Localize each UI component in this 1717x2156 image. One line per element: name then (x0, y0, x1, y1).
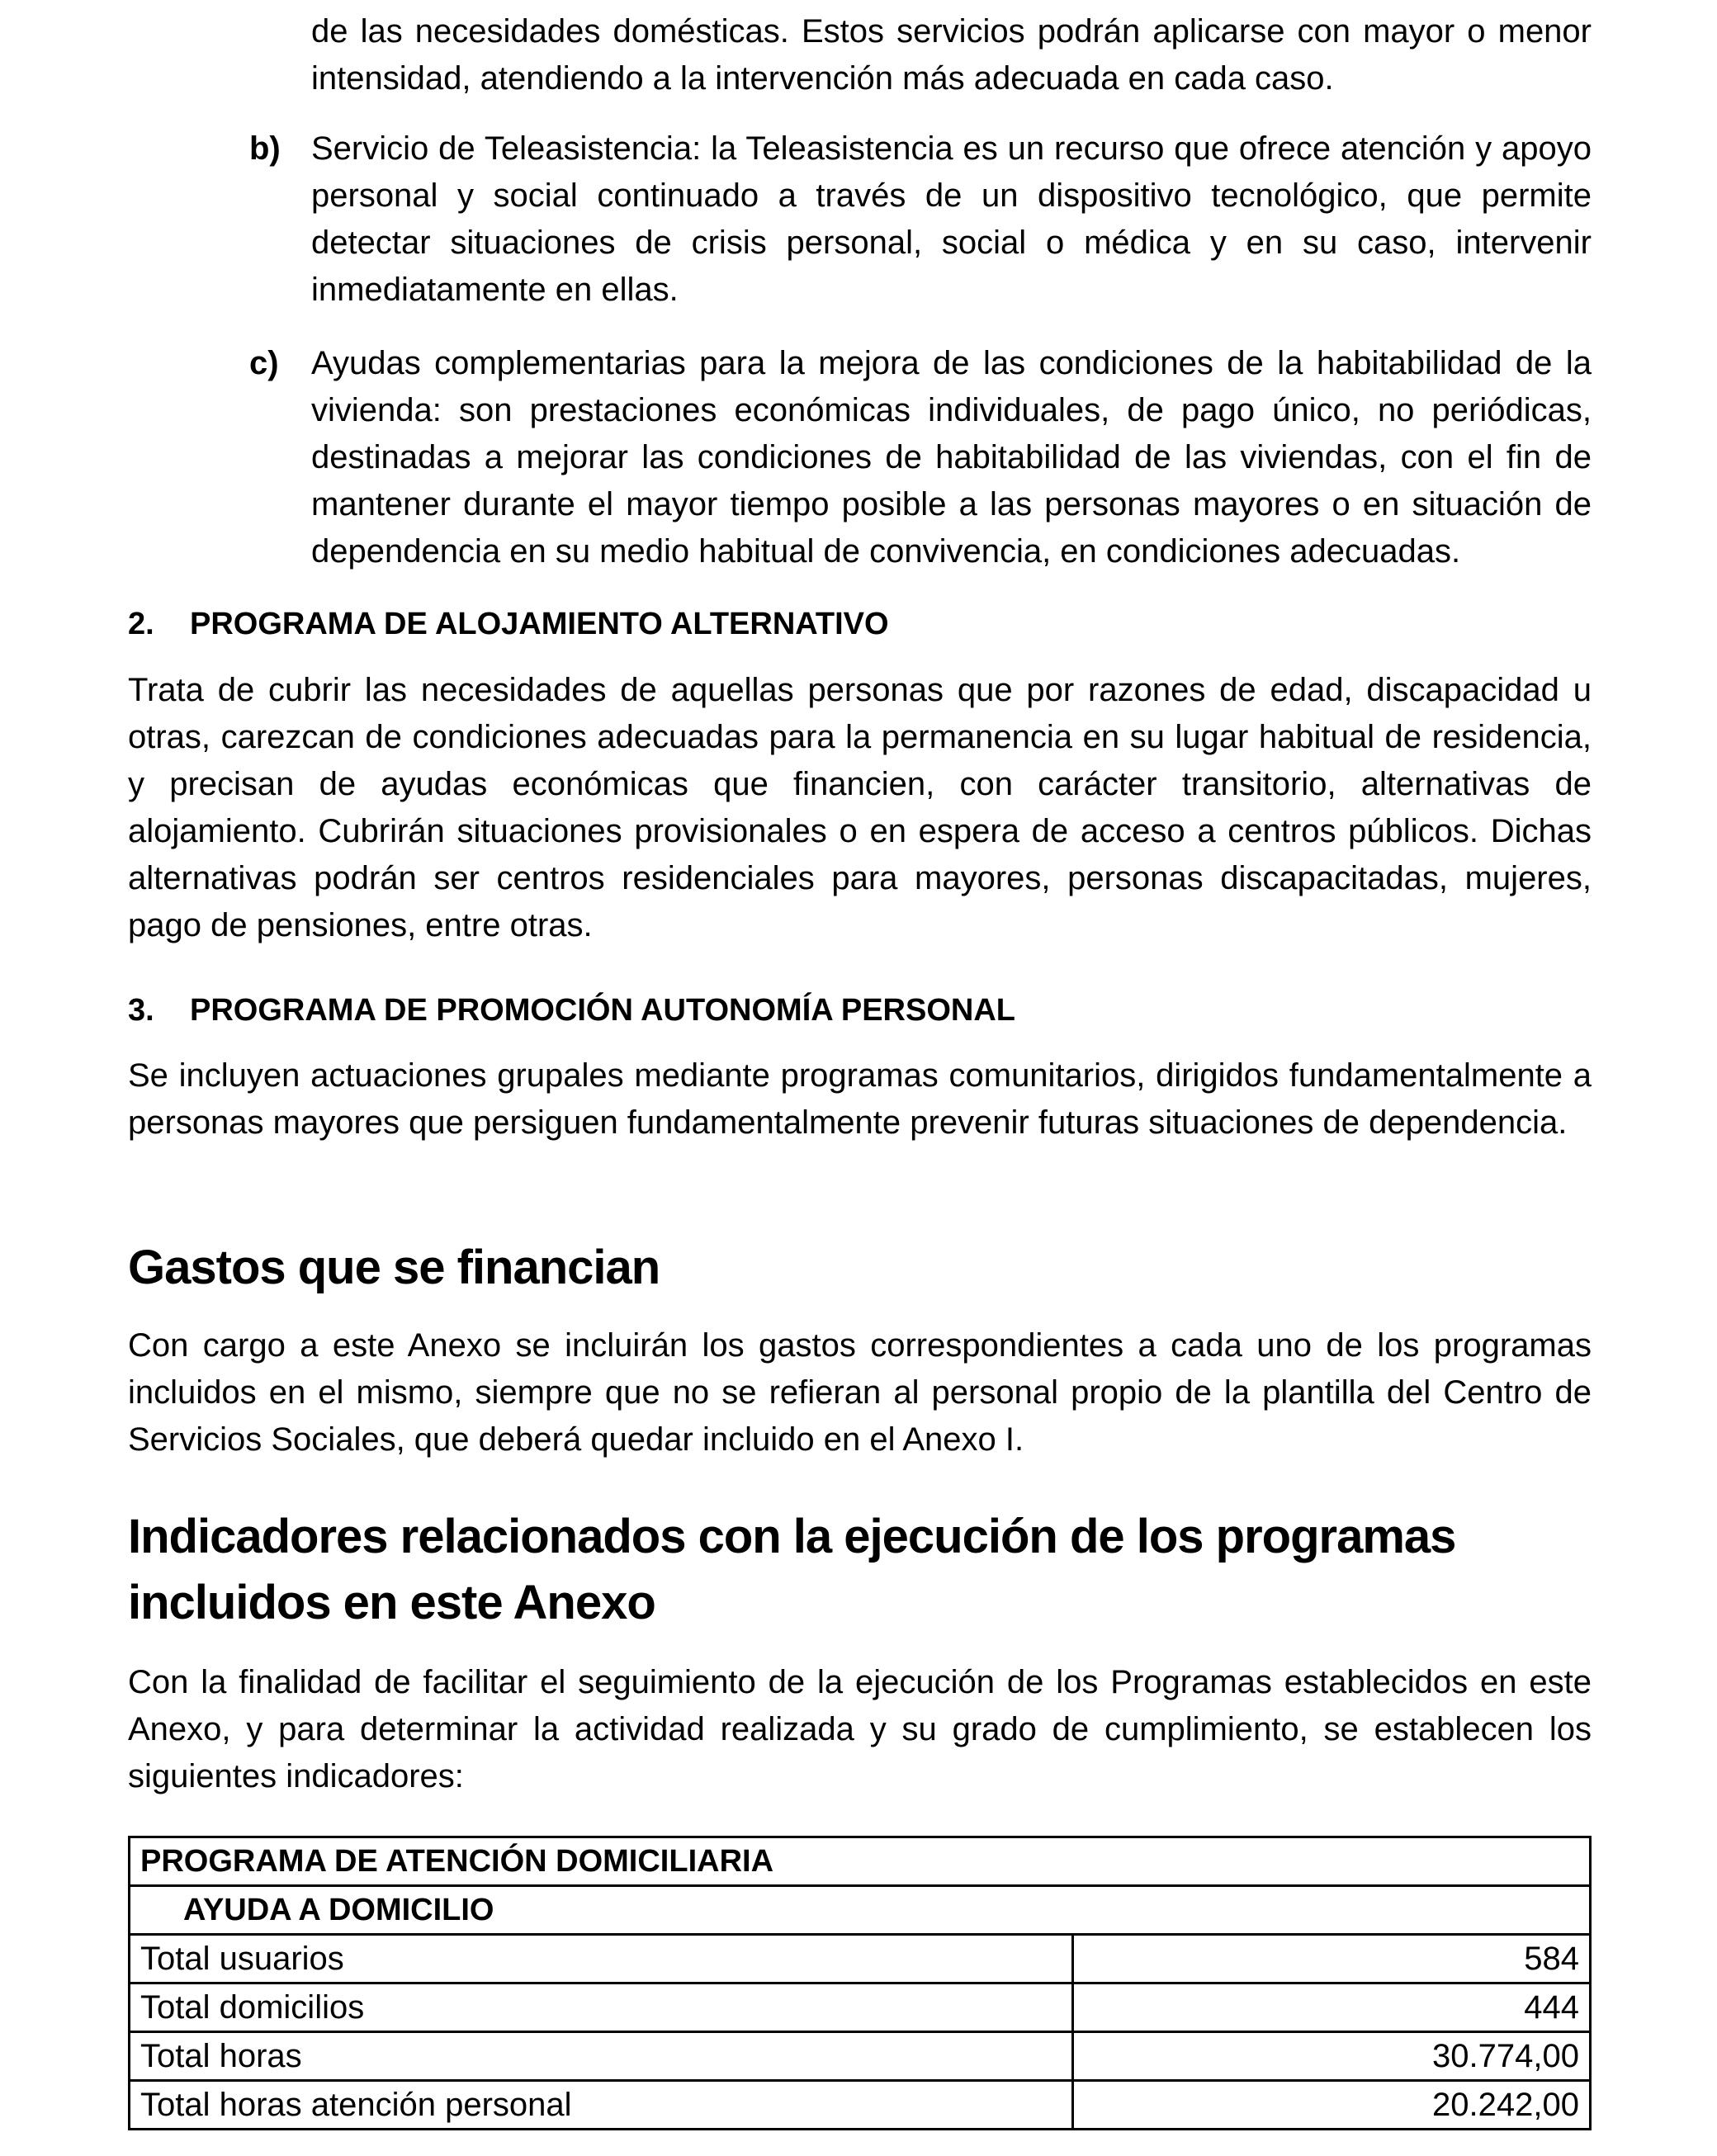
table-row (130, 2081, 1591, 2130)
table-subheader-row (130, 1886, 1591, 1935)
table-header-row (130, 1837, 1591, 1886)
gastos-heading: Gastos que se financian (128, 1241, 660, 1294)
list-item-text: Ayudas complementarias para la mejora de las condiciones de la habitabilidad de la vivienda: son prestaciones económicas individuales, de pago único, no periódicas, destinadas a mejorar las condiciones de habitabilidad de las viviendas, con el fin de mantener durante el mayor tiempo posible a las personas mayores o en situación de dependencia en su medio habitual de convivencia, en condiciones adecuadas. (311, 345, 1592, 570)
section-title: PROGRAMA DE PROMOCIÓN AUTONOMÍA PERSONAL (190, 993, 1015, 1028)
gastos-body: Con cargo a este Anexo se incluirán los gastos correspondientes a cada uno de los programas incluidos en el mismo, siempre que no se refieran al personal propio de la plantilla del Centro de Servicios Sociales, que deberá quedar incluido en el Anexo I. (128, 1327, 1592, 1458)
indicators-table (128, 1836, 1592, 2130)
list-item-text: Servicio de Teleasistencia: la Teleasistencia es un recurso que ofrece atención y apoyo personal y social continuado a través de un dispositivo tecnológico, que permite detectar situaciones de crisis personal, social o médica y en su caso, intervenir inmediatamente en ellas. (311, 130, 1592, 308)
section-title: PROGRAMA DE ALOJAMIENTO ALTERNATIVO (190, 607, 889, 641)
row-value: 30.774,00 (1073, 2032, 1591, 2081)
list-item-c (128, 340, 1592, 575)
section-2-body: Trata de cubrir las necesidades de aquellas personas que por razones de edad, discapacidad u otras, carezcan de condiciones adecuadas para la permanencia en su lugar habitual de residencia, y precisan de ayudas económicas que financien, con carácter transitorio, alternativas de alojamiento. Cubrirán situaciones provisionales o en espera de acceso a centros públicos. Dichas alternativas podrán ser centros residenciales para mayores, personas discapacitadas, mujeres, pago de pensiones, entre otras. (128, 672, 1592, 943)
row-label: Total usuarios (130, 1935, 1073, 1983)
table-header: PROGRAMA DE ATENCIÓN DOMICILIARIA (130, 1837, 1591, 1886)
table-row (130, 1935, 1591, 1983)
list-item-a-continuation (128, 8, 1592, 102)
section-3-heading (128, 987, 1592, 1034)
list-marker: b) (249, 130, 281, 167)
row-label: Total horas (130, 2032, 1073, 2081)
section-2-heading (128, 601, 1592, 648)
section-number: 2. (128, 607, 154, 641)
section-3-body: Se incluyen actuaciones grupales mediante programas comunitarios, dirigidos fundamentalmente a personas mayores que persiguen fundamentalmente prevenir futuras situaciones de dependencia. (128, 1057, 1592, 1141)
list-item-b (128, 125, 1592, 314)
row-label: Total horas atención personal (130, 2081, 1073, 2130)
table-row (130, 1983, 1591, 2032)
table-row (130, 2032, 1591, 2081)
table-subheader: AYUDA A DOMICILIO (130, 1886, 1591, 1935)
section-number: 3. (128, 993, 154, 1028)
row-value: 20.242,00 (1073, 2081, 1591, 2130)
row-value: 444 (1073, 1983, 1591, 2032)
indicadores-body: Con la finalidad de facilitar el seguimiento de la ejecución de los Programas establecidos en este Anexo, y para determinar la actividad realizada y su grado de cumplimiento, se establecen los siguientes indicadores: (128, 1664, 1592, 1794)
list-marker: c) (249, 345, 279, 381)
list-item-text: de las necesidades domésticas. Estos servicios podrán aplicarse con mayor o menor intensidad, atendiendo a la intervención más adecuada en cada caso. (311, 13, 1592, 97)
indicadores-heading: Indicadores relacionados con la ejecución de los programas incluidos en este Anexo (128, 1510, 1456, 1629)
row-value: 584 (1073, 1935, 1591, 1983)
row-label: Total domicilios (130, 1983, 1073, 2032)
